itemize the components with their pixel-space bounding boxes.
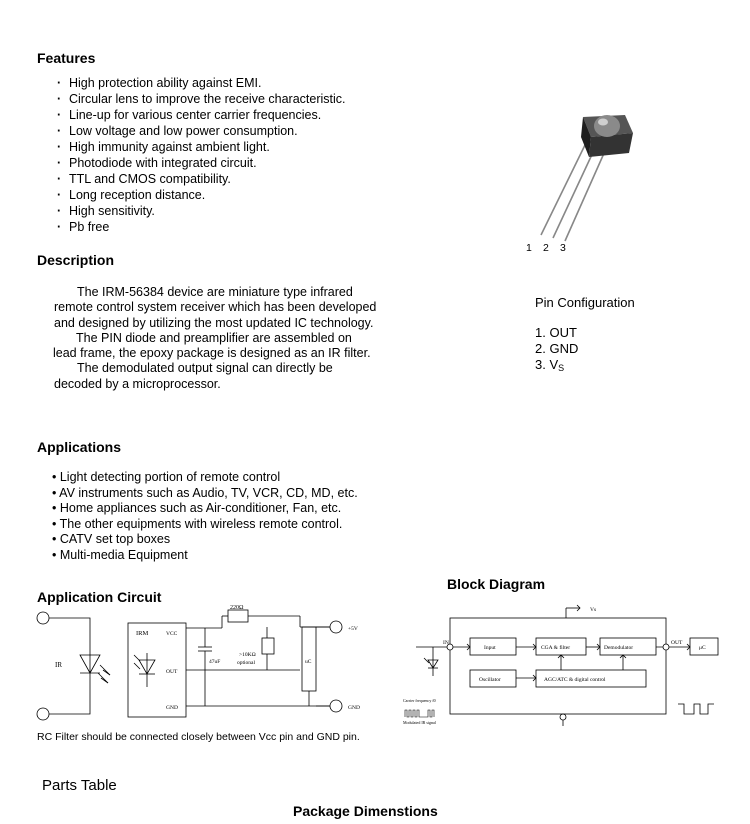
pin-number: 2 bbox=[543, 242, 549, 254]
block-label-uc: μC bbox=[699, 645, 706, 651]
application-item: • Home appliances such as Air-conditioner, Fan, etc. bbox=[52, 501, 358, 517]
block-label-modulated: Modulated IR signal bbox=[403, 720, 436, 725]
description-heading: Description bbox=[37, 252, 115, 268]
pin-configuration-list bbox=[535, 325, 578, 376]
circuit-label-gnd: GND bbox=[166, 705, 178, 711]
feature-item: · Photodiode with integrated circuit. bbox=[55, 155, 346, 171]
description-paragraph: The demodulated output signal can directly be decoded by a microprocessor. bbox=[54, 361, 333, 391]
ir-receiver-component-image bbox=[525, 95, 645, 245]
application-item: • Multi-media Equipment bbox=[52, 548, 358, 564]
component-leads bbox=[541, 145, 605, 241]
block-label-carrier: Carrier frequency f0 bbox=[403, 698, 436, 703]
resistor-220 bbox=[228, 610, 248, 622]
feature-item: · Circular lens to improve the receive characteristic. bbox=[55, 91, 346, 107]
pin-vs bbox=[535, 357, 578, 376]
circuit-label-irm: IRM bbox=[136, 630, 149, 637]
feature-item: · Pb free bbox=[55, 219, 346, 235]
pin-numbers bbox=[526, 242, 577, 254]
terminal-left-bottom bbox=[37, 708, 49, 720]
block-diagram bbox=[398, 600, 723, 730]
feature-item: · Low voltage and low power consumption. bbox=[55, 123, 346, 139]
block-label-out: OUT bbox=[671, 640, 683, 646]
output-waveform bbox=[678, 704, 714, 714]
circuit-label-plus5v: +5V bbox=[348, 626, 358, 632]
feature-item: · High immunity against ambient light. bbox=[55, 139, 346, 155]
pin-configuration-title: Pin Configuration bbox=[535, 295, 635, 310]
circuit-label-10k: >10KΩ bbox=[239, 652, 256, 658]
block-label-in: IN bbox=[443, 640, 449, 646]
block-label-cga: CGA & filter bbox=[541, 645, 571, 651]
circuit-label-optional: optional bbox=[237, 660, 256, 666]
pin-number: 1 bbox=[526, 242, 532, 254]
description-paragraph: The IRM-56384 device are miniature type infrared remote control system receiver which has been developed and designed by utilizing the most updated IC technology. bbox=[54, 285, 377, 330]
description-paragraph: The PIN diode and preamplifier are assembled on lead frame, the epoxy package is designed as an IR filter. bbox=[53, 330, 371, 361]
circuit-label-gnd-right: GND bbox=[348, 705, 360, 711]
circuit-label-uc: uC bbox=[305, 659, 312, 665]
block-diagram-heading: Block Diagram bbox=[447, 576, 546, 592]
block-label-demod: Demodulator bbox=[604, 645, 634, 651]
application-item: • Light detecting portion of remote control bbox=[52, 470, 358, 486]
pin-out: 1. OUT bbox=[535, 325, 577, 340]
block-diagram-frame bbox=[450, 618, 666, 714]
block-label-input: Input bbox=[484, 645, 496, 651]
pin-vs-subscript: S bbox=[558, 363, 565, 373]
application-circuit-diagram bbox=[30, 603, 375, 725]
terminal-plus5v bbox=[330, 621, 342, 633]
feature-item: · TTL and CMOS compatibility. bbox=[55, 171, 346, 187]
pin-vs-label: 3. V bbox=[535, 357, 559, 372]
application-circuit-heading: Application Circuit bbox=[37, 589, 162, 605]
terminal-gnd bbox=[330, 700, 342, 712]
circuit-label-cap: 47uF bbox=[209, 659, 221, 665]
feature-item: · Line-up for various center carrier frequencies. bbox=[55, 107, 346, 123]
circuit-label-vcc: VCC bbox=[166, 631, 178, 637]
circuit-label-out: OUT bbox=[166, 669, 178, 675]
features-heading: Features bbox=[37, 50, 96, 66]
applications-heading: Applications bbox=[37, 439, 122, 455]
parts-table-heading: Parts Table bbox=[42, 777, 117, 794]
terminal-left-top bbox=[37, 612, 49, 624]
features-list bbox=[55, 75, 346, 235]
feature-item: · Long reception distance. bbox=[55, 187, 346, 203]
package-dimensions-heading: Package Dimenstions bbox=[293, 803, 438, 819]
pin-gnd: 2. GND bbox=[535, 341, 579, 356]
application-item: • CATV set top boxes bbox=[52, 532, 358, 548]
description-body bbox=[54, 285, 384, 392]
component-lens bbox=[594, 115, 620, 137]
application-item: • The other equipments with wireless remote control. bbox=[52, 517, 358, 533]
block-label-agc: AGC/ATC & digital control bbox=[544, 677, 606, 683]
circuit-note: RC Filter should be connected closely between Vcc pin and GND pin. bbox=[37, 731, 360, 743]
modulated-signal-waveform bbox=[405, 710, 434, 717]
block-label-vs: Vs bbox=[590, 607, 597, 613]
feature-item: · High sensitivity. bbox=[55, 203, 346, 219]
circuit-label-220: 220Ω bbox=[230, 605, 244, 611]
applications-list bbox=[52, 470, 358, 563]
resistor-10k-optional bbox=[262, 638, 274, 654]
block-label-osc: Oscillator bbox=[479, 677, 501, 683]
feature-item: · High protection ability against EMI. bbox=[55, 75, 346, 91]
pin-number: 3 bbox=[560, 242, 566, 254]
application-item: • AV instruments such as Audio, TV, VCR, CD, MD, etc. bbox=[52, 486, 358, 502]
circuit-label-ir: IR bbox=[55, 661, 62, 669]
